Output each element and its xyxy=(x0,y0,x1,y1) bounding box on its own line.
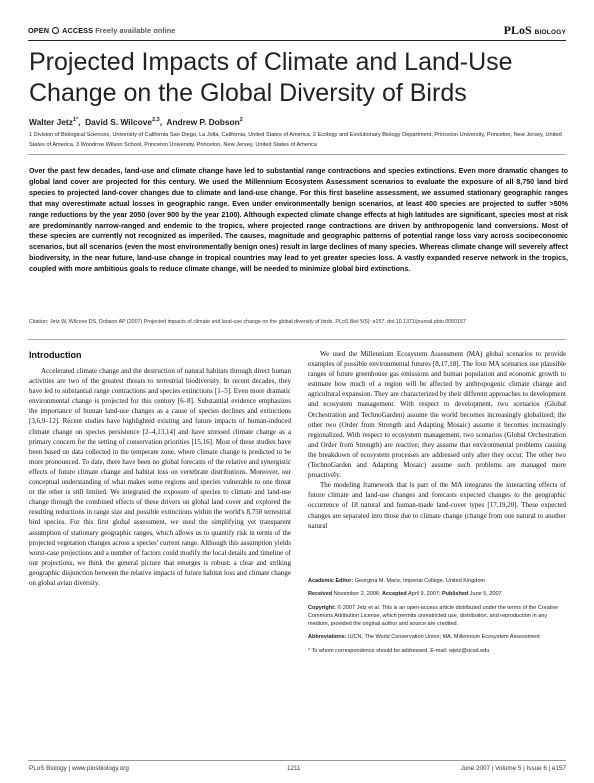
received-value: November 2, 2006; xyxy=(333,591,381,598)
author-list: Walter Jetz$^{1*}$, David S. Wilcove$^{2,3}$, Andrew P. Dobson$^2$ xyxy=(29,116,243,127)
published-label: Published xyxy=(441,591,469,598)
footer-issue: June 2007 | Volume 5 | Issue 6 | e157 xyxy=(460,765,566,772)
accepted-value: April 9, 2007; xyxy=(408,591,441,598)
page-number: 1211 xyxy=(287,765,301,772)
body-paragraph: The modeling framework that is part of the MA integrates the interacting effects of future climate and land-use changes and forecasts expected changes to the geographic occurrence of 18 natural and human-made land-cover types [17,19,20]. These expected changes are separated into those due to climate change (change from one natural to another natural xyxy=(308,481,566,530)
body-paragraph: We used the Millennium Ecosystem Assessment (MA) global scenarios to provide examples of possible environmental futures [8,17,18]. The four MA scenarios use plausible ranges of future greenhouse gas emissions and human population and economic growth to estimate how much of a region will be affected by anthropogenic climate change and agricultural expansion. They are characterized by their different approaches to development and ecosystem management. With respect to development, two scenarios (Global Orchestration and TechnoGarden) assume the world becomes increasingly globalized; the other two (Order from Strength and Adapting Mosaic) assume it becomes increasingly regionalized. With respect to ecosystem management, two scenarios (Global Orchestration and Order from Strength) are reactive; they assume that environmental problems causing the breakdown of ecosystem processes are addressed only after they occur. The other two (TechnoGarden and Adapting Mosaic) assume such problems are managed more proactively. xyxy=(308,350,566,480)
divider xyxy=(28,154,566,155)
body-column-right xyxy=(308,349,566,531)
author-affil-marker: 1* xyxy=(72,117,79,123)
journal-logo-sub: BIOLOGY xyxy=(534,29,566,36)
journal-logo xyxy=(504,23,566,40)
open-lock-icon xyxy=(52,27,59,34)
access-label: ACCESS xyxy=(62,26,94,35)
author-affil-marker: 2,3 xyxy=(152,117,160,123)
author-name: David S. Wilcove xyxy=(85,116,153,127)
author-name: Walter Jetz xyxy=(29,116,73,127)
correspondence: * To whom correspondence should be addressed. E-mail: wjetz@ucsd.edu xyxy=(308,647,490,654)
author-affil-marker: 2 xyxy=(239,117,243,123)
journal-logo-plos: PLoS xyxy=(503,23,532,37)
academic-editor xyxy=(308,577,566,585)
abbrev-label: Abbreviations: xyxy=(308,634,347,641)
editor-label: Academic Editor: xyxy=(308,578,354,584)
body-column-left xyxy=(29,366,291,588)
copyright-label: Copyright: xyxy=(308,604,336,611)
article-title: Projected Impacts of Climate and Land-Use Change on the Global Diversity of Birds xyxy=(29,48,513,107)
freely-available-label: Freely available online xyxy=(95,26,176,35)
citation: Citation: Jetz W, Wilcove DS, Dobson AP (2007) Projected impacts of climate and land-use change on the global diversity of birds. PLoS Biol 5(6): e157. doi:10.1371/journal.pbio.0050157 xyxy=(29,319,466,325)
header-rule xyxy=(28,40,566,41)
footer-rule xyxy=(28,760,566,761)
journal-header xyxy=(28,24,566,38)
affiliations: 1 Division of Biological Sciences, University of California San Diego, La Jolla, California, United States of America, 2 Ecology and Evolutionary Biology Department, Princeton University, Princeton, New Jersey, United States of America, 3 Woodrow Wilson School, Princeton University, Princeton, New Jersey, United States of America xyxy=(29,132,562,148)
copyright xyxy=(308,604,566,629)
open-label: OPEN xyxy=(28,26,50,35)
open-access-badge xyxy=(28,24,175,38)
abbrev-value: IUCN, The World Conservation Union; MA, Millennium Ecosystem Assessment xyxy=(348,634,540,641)
copyright-value: © 2007 Jetz et al. This is an open-access article distributed under the terms of the Creative Commons Attribution License, which permits unrestricted use, distribution, and reproduction in any medium, provided the original author and source are credited. xyxy=(308,604,559,628)
published-value: June 5, 2007 xyxy=(469,591,502,598)
section-heading-introduction: Introduction xyxy=(29,350,82,360)
publication-dates xyxy=(308,590,566,598)
divider xyxy=(28,339,566,340)
received-label: Received xyxy=(308,591,333,598)
body-paragraph: Accelerated climate change and the destruction of natural habitats through direct human activities are two of the greatest threats to terrestrial biodiversity. In recent decades, they have led to substantial range contractions and species extinctions [1–5]. Even more dramatic environmental change is projected for this century [6–8]. Substantial evidence emphasizes the importance of human land-use changes as a cause of species declines and extinctions [3,6,9–12]. Recent studies have highlighted existing and future impacts of human-induced climate change on species persistence [2–4,13,14] and have stressed climate change as a primary concern for the setting of conservation priorities [15,16]. Most of these studies have been based on data collected in the temperate zone, where climate change is predicted to be more pronounced. To date, there have been no global forecasts of the relative and synergistic effects of future climate change and habitat loss on vertebrate distributions. Moreover, our conceptual understanding of what makes some regions and species vulnerable to one threat or the other is still limited. We integrated the exposure of species to climate and land-use change through the combined effects of these drivers on global land cover and explored the resulting reductions in range size and possible extinctions within the world's 8,750 terrestrial bird species. For this first global assessment, we used the simplifying yet transparent assumption of stationary geographic ranges, which allows us to quantify risk in terms of the projected vegetation changes across a species' current range. Although this assumption yields worst-case projections and a number of factors could modify the local details and timeline of our projections, we think the general picture that emerges is robust: a clear and striking geographic disjunction between the relative impacts of future habitat loss and climate change on global avian diversity. xyxy=(29,367,291,587)
author-name: Andrew P. Dobson xyxy=(166,116,240,127)
page-footer xyxy=(29,764,566,774)
abstract: Over the past few decades, land-use and climate change have led to substantial range contractions and species extinctions. Even more dramatic changes to global land cover are projected for this century. We used the Millennium Ecosystem Assessment scenarios to evaluate the exposure of all 8,750 land bird species to projected land-cover changes due to climate and land-use change. For this first baseline assessment, we assumed stationary geographic ranges that may overestimate actual losses in geographic range. Even under environmentally benign scenarios, at least 400 species are projected to suffer >50% range reductions by the year 2050 (over 900 by the year 2100). Although expected climate change effects at high latitudes are significant, species most at risk are predominantly narrow-ranged and endemic to the tropics, where projected range contractions are driven by anthropogenic land conversions. Most of these species are currently not recognized as imperiled. The causes, magnitude and geographic patterns of potential range loss vary across socioeconomic scenarios, but all scenarios (even the most environmentally benign ones) result in large declines of many species. Whereas climate change will severely affect biodiversity, in the near future, land-use change in tropical countries may lead to yet greater species loss. A vastly expanded reserve network in the tropics, coupled with more ambitious goals to reduce climate change, will be needed to minimize global bird extinctions. xyxy=(29,167,568,274)
abbreviations xyxy=(308,633,566,641)
editor-value: Georgina M. Mace, Imperial College, United Kingdom xyxy=(354,578,485,584)
article-metadata xyxy=(308,577,566,660)
accepted-label: Accepted xyxy=(382,591,407,598)
footer-journal: PLoS Biology | www.plosbiology.org xyxy=(29,765,129,772)
